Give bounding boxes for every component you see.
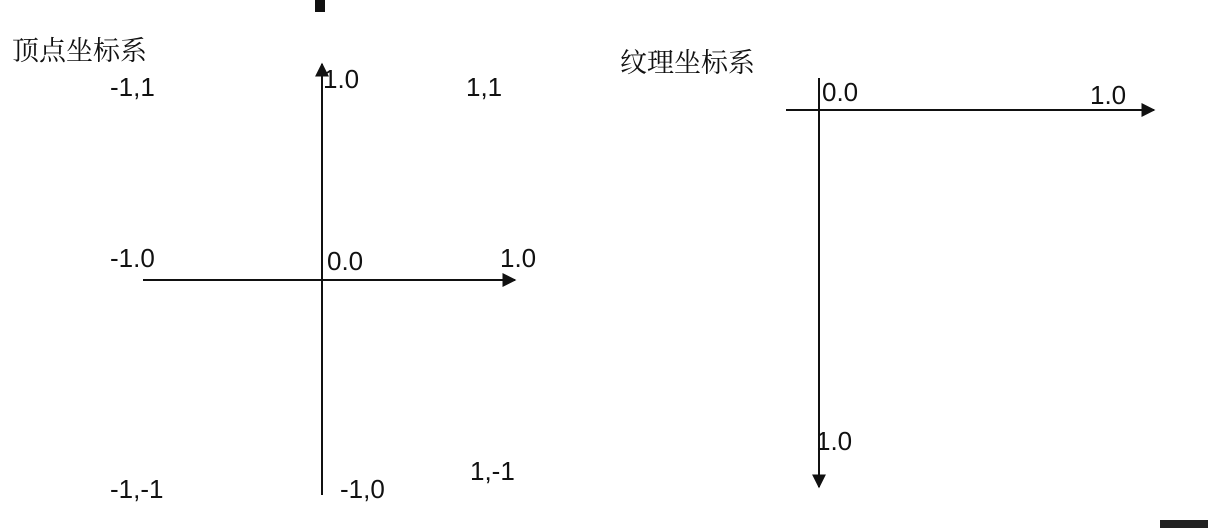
texture-origin-label: 0.0 <box>822 77 859 107</box>
vertex-top-y-label: 1.0 <box>323 64 360 94</box>
vertex-system-title: 顶点坐标系 <box>12 36 147 67</box>
vertex-bottom-y-label: -1,0 <box>340 474 385 504</box>
texture-system-title: 纹理坐标系 <box>620 48 755 79</box>
vertex-left-x-label: -1.0 <box>110 243 155 273</box>
texture-bottom-y-label: 1.0 <box>816 426 853 456</box>
vertex-right-x-label: 1.0 <box>500 243 537 273</box>
texture-right-x-label: 1.0 <box>1090 80 1127 110</box>
vertex-top-left-label: -1,1 <box>110 72 155 102</box>
vertex-top-right-label: 1,1 <box>466 72 503 102</box>
vertex-bottom-right-label: 1,-1 <box>470 456 515 486</box>
vertex-bottom-left-label: -1,-1 <box>110 474 164 504</box>
vertex-origin-label: 0.0 <box>327 246 364 276</box>
